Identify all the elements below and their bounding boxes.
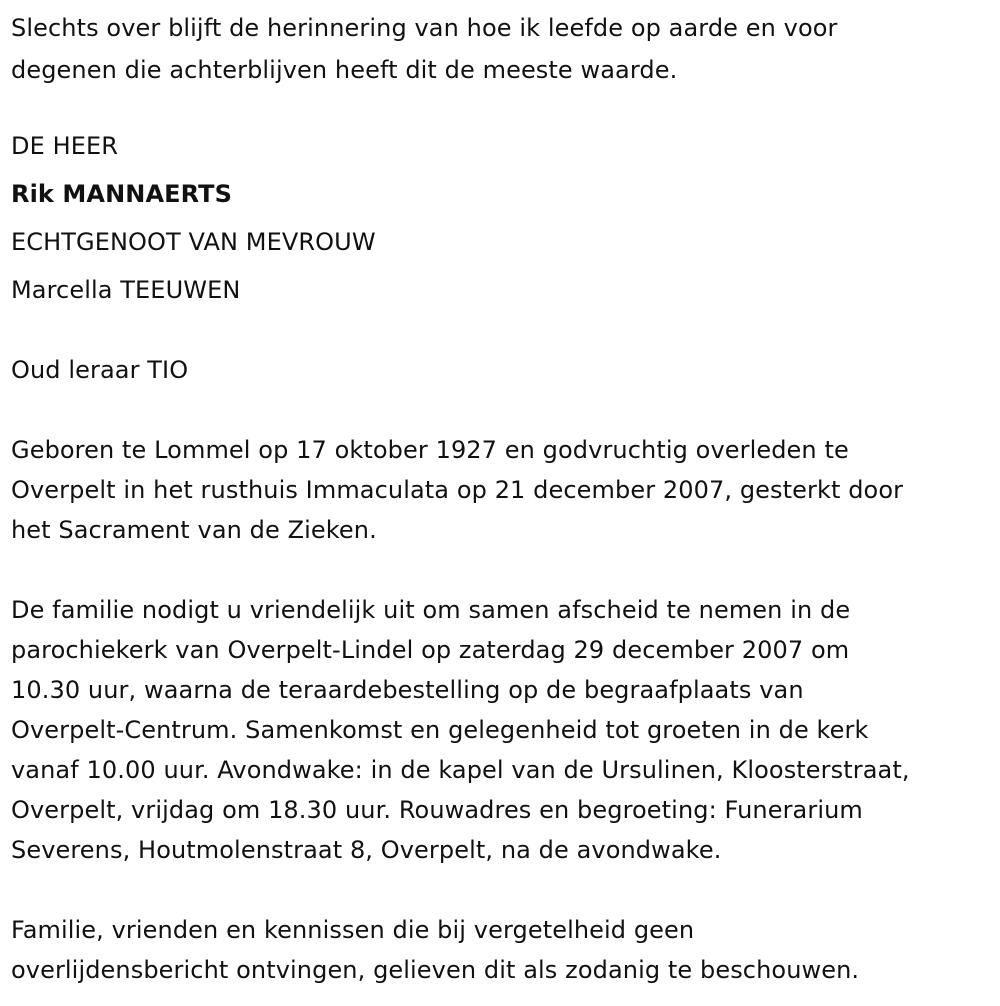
birth-death-line: Overpelt in het rusthuis Immaculata op 21 december 2007, gesterkt door <box>11 476 904 504</box>
relation-label: ECHTGENOOT VAN MEVROUW <box>11 228 376 256</box>
closing-line: overlijdensbericht ontvingen, gelieven dit als zodanig te beschouwen. <box>11 956 860 984</box>
deceased-name: Rik MANNAERTS <box>11 180 232 208</box>
birth-death-line: Geboren te Lommel op 17 oktober 1927 en godvruchtig overleden te <box>11 436 849 464</box>
occupation: Oud leraar TIO <box>11 356 189 384</box>
ceremony-line: Severens, Houtmolenstraat 8, Overpelt, na de avondwake. <box>11 836 722 864</box>
intro-line: degenen die achterblijven heeft dit de meeste waarde. <box>11 56 678 84</box>
spouse-name: Marcella TEEUWEN <box>11 276 241 304</box>
intro-line: Slechts over blijft de herinnering van hoe ik leefde op aarde en voor <box>11 14 838 42</box>
ceremony-line: Overpelt-Centrum. Samenkomst en gelegenheid tot groeten in de kerk <box>11 716 869 744</box>
ceremony-line: vanaf 10.00 uur. Avondwake: in de kapel van de Ursulinen, Kloosterstraat, <box>11 756 910 784</box>
honorific-title: DE HEER <box>11 132 119 160</box>
ceremony-line: Overpelt, vrijdag om 18.30 uur. Rouwadres en begroeting: Funerarium <box>11 796 863 824</box>
ceremony-line: 10.30 uur, waarna de teraardebestelling op de begraafplaats van <box>11 676 804 704</box>
closing-line: Familie, vrienden en kennissen die bij vergetelheid geen <box>11 916 695 944</box>
birth-death-line: het Sacrament van de Zieken. <box>11 516 377 544</box>
ceremony-line: De familie nodigt u vriendelijk uit om samen afscheid te nemen in de <box>11 596 851 624</box>
ceremony-line: parochiekerk van Overpelt-Lindel op zaterdag 29 december 2007 om <box>11 636 850 664</box>
